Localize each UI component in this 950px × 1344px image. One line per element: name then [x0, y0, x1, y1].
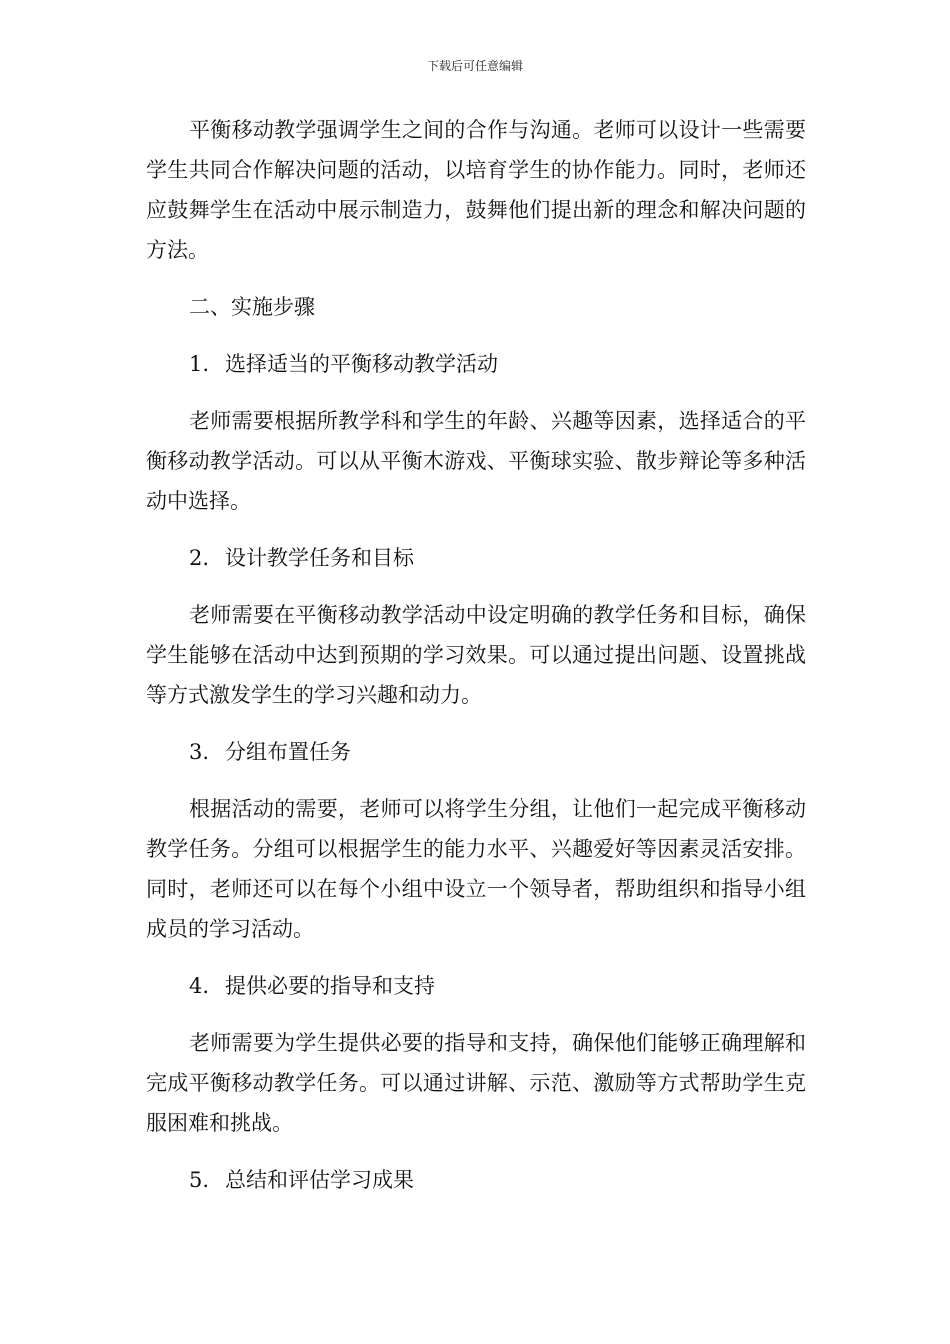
step-5-title: 总结和评估学习成果	[225, 1168, 414, 1192]
step-4-heading	[146, 966, 806, 1006]
step-4-title: 提供必要的指导和支持	[225, 974, 435, 998]
section-title: 二、实施步骤	[189, 295, 315, 319]
step-1-number: 1.	[189, 352, 210, 376]
step-5-number: 5.	[189, 1168, 210, 1192]
step-3-paragraph: 根据活动的需要，老师可以将学生分组，让他们一起完成平衡移动教学任务。分组可以根据学生的能力水平、兴趣爱好等因素灵活安排。同时，老师还可以在每个小组中设立一个领导者，帮助组织和指导小组成员的学习活动。	[146, 797, 806, 941]
step-2-paragraph: 老师需要在平衡移动教学活动中设定明确的教学任务和目标，确保学生能够在活动中达到预期的学习效果。可以通过提出问题、设置挑战等方式激发学生的学习兴趣和动力。	[146, 603, 806, 707]
step-1-heading	[146, 344, 806, 384]
intro-paragraph: 平衡移动教学强调学生之间的合作与沟通。老师可以设计一些需要学生共同合作解决问题的活动，以培育学生的协作能力。同时，老师还应鼓舞学生在活动中展示制造力，鼓舞他们提出新的理念和解决问题的方法。	[146, 118, 806, 262]
step-2-number: 2.	[189, 546, 210, 570]
step-3-heading	[146, 732, 806, 772]
step-3-title: 分组布置任务	[225, 740, 351, 764]
page-header: 下载后可任意编辑	[426, 59, 523, 73]
step-2-heading	[146, 538, 806, 578]
step-1-paragraph: 老师需要根据所教学科和学生的年龄、兴趣等因素，选择适合的平衡移动教学活动。可以从平衡木游戏、平衡球实验、散步辩论等多种活动中选择。	[146, 409, 806, 513]
step-3-number: 3.	[189, 740, 210, 764]
step-5-heading	[146, 1160, 806, 1200]
step-4-number: 4.	[189, 974, 210, 998]
step-4-paragraph: 老师需要为学生提供必要的指导和支持，确保他们能够正确理解和完成平衡移动教学任务。可以通过讲解、示范、激励等方式帮助学生克服困难和挑战。	[146, 1031, 806, 1135]
step-1-title: 选择适当的平衡移动教学活动	[225, 352, 498, 376]
step-2-title: 设计教学任务和目标	[225, 546, 414, 570]
document-body	[146, 110, 806, 1217]
